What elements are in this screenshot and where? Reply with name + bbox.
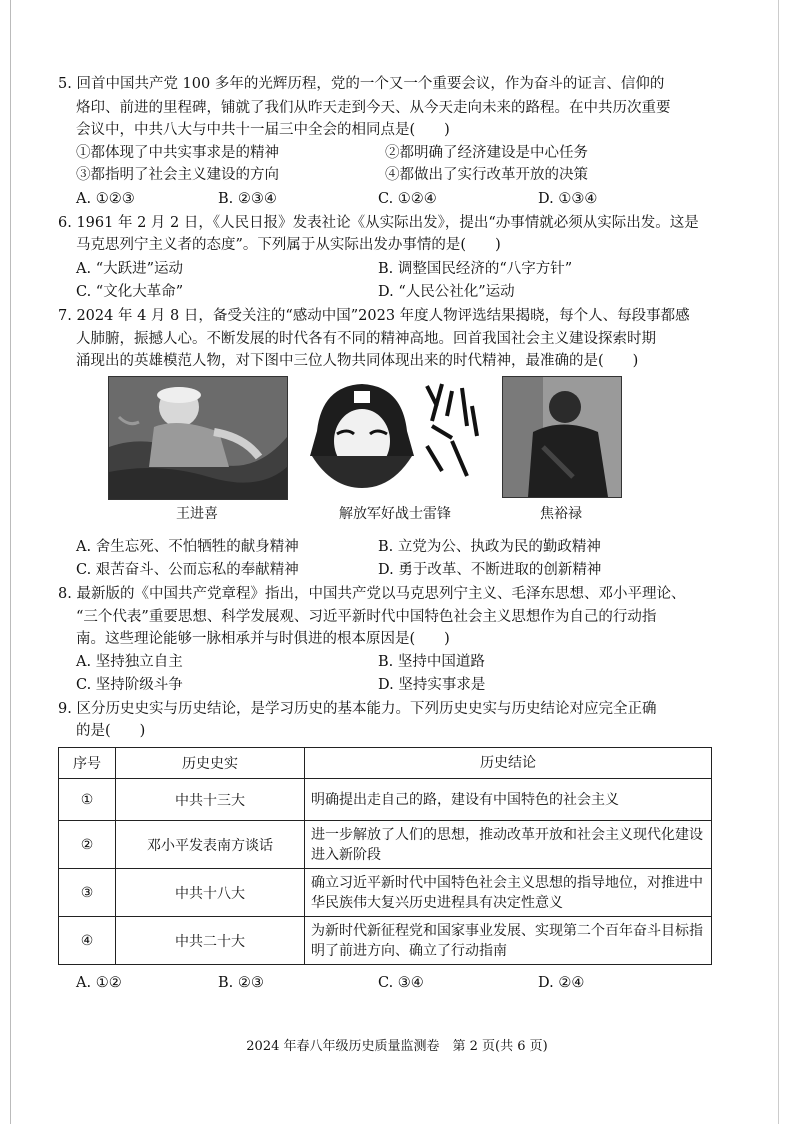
- row-conclusion: 确立习近平新时代中国特色社会主义思想的指导地位，对推进中华民族伟大复兴历史进程具有决定性意义: [305, 869, 712, 917]
- q6-option-c[interactable]: C. “文化大革命”: [76, 284, 184, 300]
- caption-wang-jinxi: 王进喜: [176, 506, 218, 522]
- row-fact: 中共十三大: [116, 779, 305, 821]
- q8-line-2: “三个代表”重要思想、科学发展观、习近平新时代中国特色社会主义思想作为自己的行动指: [76, 609, 657, 625]
- q5-line-2: 烙印、前进的里程碑，铺就了我们从昨天走到今天、从今天走向未来的路程。在中共历次重要: [76, 100, 671, 116]
- q6-option-d[interactable]: D. “人民公社化”运动: [378, 284, 515, 300]
- row-fact: 中共二十大: [116, 917, 305, 965]
- table-row: [59, 917, 712, 965]
- table-row: [59, 821, 712, 869]
- q5-line-3: 会议中，中共八大与中共十一届三中全会的相同点是( ): [76, 122, 450, 138]
- q8-line-1: 8. 最新版的《中国共产党章程》指出，中国共产党以马克思列宁主义、毛泽东思想、邓小平理论、: [58, 586, 686, 602]
- q6-line-1: 6. 1961 年 2 月 2 日，《人民日报》发表社论《从实际出发》，提出“办事情就必须从实际出发。这是: [58, 215, 699, 231]
- q8-line-3: 南。这些理论能够一脉相承并与时俱进的根本原因是( ): [76, 631, 450, 647]
- q6-line-2: 马克思列宁主义者的态度”。下列属于从实际出发办事情的是( ): [76, 237, 501, 253]
- q9-option-c[interactable]: C. ③④: [378, 975, 424, 991]
- row-fact: 邓小平发表南方谈话: [116, 821, 305, 869]
- table-header-row: [59, 748, 712, 779]
- history-table: [58, 747, 712, 965]
- page-footer: 2024 年春八年级历史质量监测卷 第 2 页(共 6 页): [246, 1039, 548, 1054]
- q9-line-1: 9. 区分历史史实与历史结论，是学习历史的基本能力。下列历史史实与历史结论对应完全正确: [58, 701, 657, 717]
- q7-option-d[interactable]: D. 勇于改革、不断进取的创新精神: [378, 562, 602, 578]
- q8-option-b[interactable]: B. 坚持中国道路: [378, 654, 485, 670]
- header-fact: 历史史实: [116, 748, 305, 779]
- row-number: ③: [59, 869, 116, 917]
- row-conclusion: 为新时代新征程党和国家事业发展、实现第二个百年奋斗目标指明了前进方向、确立了行动指南: [305, 917, 712, 965]
- q7-line-3: 涌现出的英雄模范人物，对下图中三位人物共同体现出来的时代精神，最准确的是( ): [76, 353, 639, 369]
- q8-option-d[interactable]: D. 坚持实事求是: [378, 677, 486, 693]
- q5-option-d[interactable]: D. ①③④: [538, 191, 598, 207]
- scan-edge-left: [10, 0, 11, 1124]
- row-conclusion: 进一步解放了人们的思想，推动改革开放和社会主义现代化建设进入新阶段: [305, 821, 712, 869]
- q9-option-a[interactable]: A. ①②: [76, 975, 122, 991]
- q7-option-a[interactable]: A. 舍生忘死、不怕牺牲的献身精神: [76, 539, 299, 555]
- q7-option-b[interactable]: B. 立党为公、执政为民的勤政精神: [378, 539, 601, 555]
- q9-option-b[interactable]: B. ②③: [218, 975, 264, 991]
- q5-statement-2: ②都明确了经济建设是中心任务: [385, 145, 588, 161]
- q7-line-2: 人肺腑，振撼人心。不断发展的时代各有不同的精神高地。回首我国社会主义建设探索时期: [76, 331, 656, 347]
- q8-option-a[interactable]: A. 坚持独立自主: [76, 654, 183, 670]
- q7-line-1: 7. 2024 年 4 月 8 日，备受关注的“感动中国”2023 年度人物评选结果揭晓，每个人、每段事都感: [58, 308, 690, 324]
- q7-option-c[interactable]: C. 艰苦奋斗、公而忘私的奉献精神: [76, 562, 299, 578]
- scan-edge-right: [778, 0, 779, 1124]
- q5-option-b[interactable]: B. ②③④: [218, 191, 277, 207]
- q5-line-1: 5. 回首中国共产党 100 多年的光辉历程，党的一个又一个重要会议，作为奋斗的证言、信仰的: [58, 76, 665, 92]
- row-number: ④: [59, 917, 116, 965]
- row-fact: 中共十八大: [116, 869, 305, 917]
- q5-option-a[interactable]: A. ①②③: [76, 191, 135, 207]
- caption-jiao-yulu: 焦裕禄: [540, 506, 582, 522]
- q5-statement-3: ③都指明了社会主义建设的方向: [76, 167, 279, 183]
- q5-option-c[interactable]: C. ①②④: [378, 191, 437, 207]
- q5-statement-4: ④都做出了实行改革开放的决策: [385, 167, 588, 183]
- caption-lei-feng: 解放军好战士雷锋: [339, 506, 451, 522]
- photo-jiao-yulu: [502, 376, 622, 498]
- q8-option-c[interactable]: C. 坚持阶级斗争: [76, 677, 183, 693]
- table-row: [59, 869, 712, 917]
- row-number: ②: [59, 821, 116, 869]
- q5-statement-1: ①都体现了中共实事求是的精神: [76, 145, 279, 161]
- q6-option-a[interactable]: A. “大跃进”运动: [76, 261, 184, 277]
- header-conclusion: 历史结论: [305, 748, 712, 779]
- table-row: [59, 779, 712, 821]
- q9-option-d[interactable]: D. ②④: [538, 975, 585, 991]
- row-number: ①: [59, 779, 116, 821]
- header-number: 序号: [59, 748, 116, 779]
- photo-lei-feng: [302, 376, 488, 492]
- q6-option-b[interactable]: B. 调整国民经济的“八字方针”: [378, 261, 573, 277]
- photo-wang-jinxi: [108, 376, 288, 500]
- row-conclusion: 明确提出走自己的路，建设有中国特色的社会主义: [305, 779, 712, 821]
- q9-line-2: 的是( ): [76, 723, 146, 739]
